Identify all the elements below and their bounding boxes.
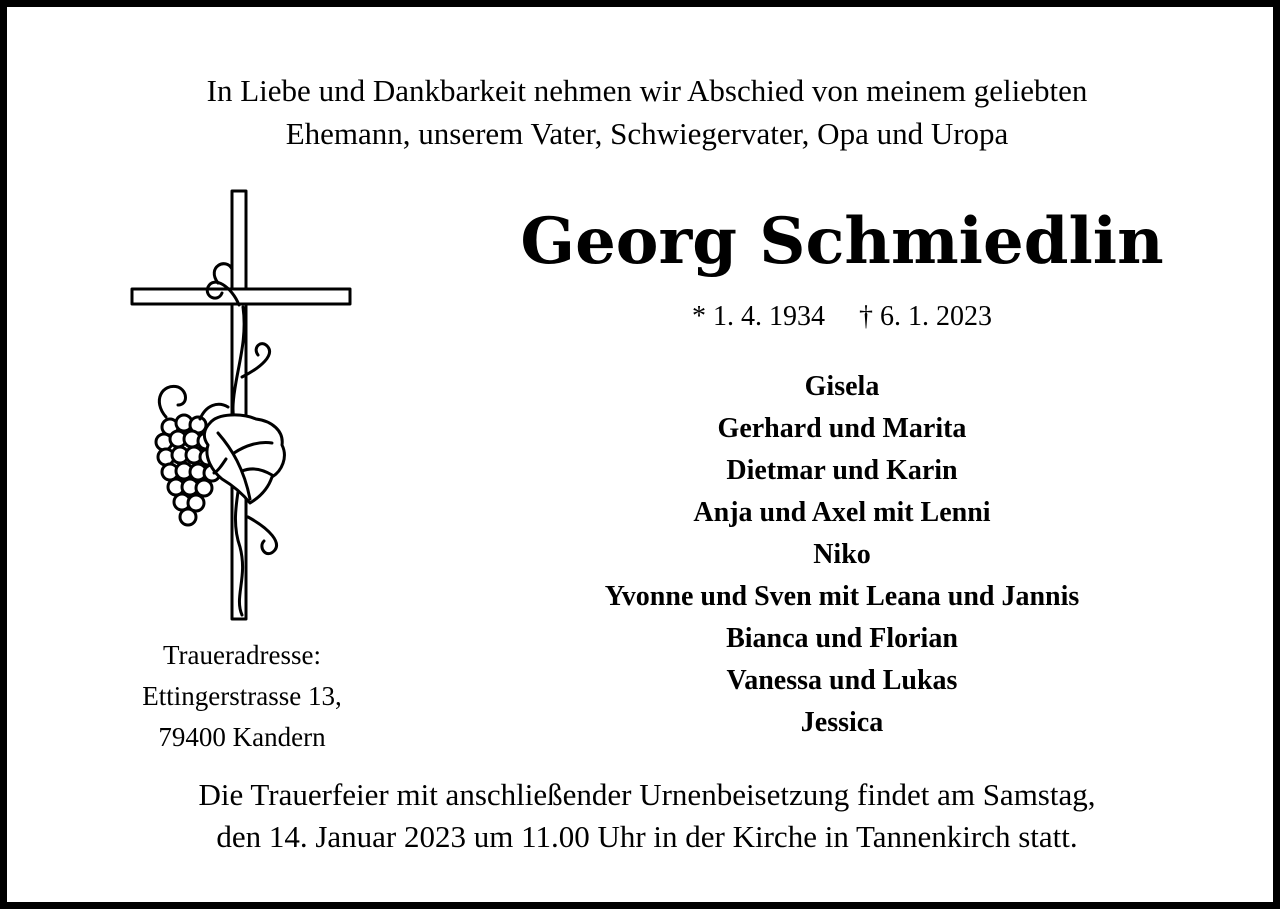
address-label: Traueradresse: bbox=[163, 640, 321, 670]
life-dates bbox=[507, 297, 1177, 337]
mourner-name: Gerhard und Marita bbox=[717, 413, 967, 444]
mourner-name: Gisela bbox=[804, 371, 880, 402]
intro-text bbox=[67, 69, 1227, 155]
address-street: Ettingerstrasse 13, bbox=[142, 681, 342, 711]
mourner-name: Bianca und Florian bbox=[726, 623, 958, 654]
mourning-address bbox=[87, 635, 397, 758]
service-announcement bbox=[67, 774, 1227, 858]
intro-line-1: In Liebe und Dankbarkeit nehmen wir Abschied von meinem geliebten bbox=[206, 73, 1088, 108]
mourner-name: Yvonne und Sven mit Leana und Jannis bbox=[604, 581, 1080, 612]
mourner-name: Jessica bbox=[800, 707, 884, 738]
service-line-1: Die Trauerfeier mit anschließender Urnenbeisetzung findet am Samstag, bbox=[198, 777, 1096, 812]
mourner-name: Vanessa und Lukas bbox=[726, 665, 958, 696]
death-date: † 6. 1. 2023 bbox=[859, 301, 992, 332]
mourners-list bbox=[507, 366, 1177, 744]
address-city: 79400 Kandern bbox=[158, 722, 326, 752]
deceased-name: Georg Schmiedlin bbox=[520, 204, 1164, 279]
service-line-2: den 14. Januar 2023 um 11.00 Uhr in der Kirche in Tannenkirch statt. bbox=[216, 819, 1078, 854]
intro-line-2: Ehemann, unserem Vater, Schwiegervater, Opa und Uropa bbox=[285, 116, 1009, 151]
mourner-name: Niko bbox=[813, 539, 871, 570]
birth-date: * 1. 4. 1934 bbox=[692, 301, 825, 332]
cross-with-grapevine-icon bbox=[122, 187, 362, 627]
mourner-name: Anja und Axel mit Lenni bbox=[693, 497, 991, 528]
mourner-name: Dietmar und Karin bbox=[726, 455, 958, 486]
